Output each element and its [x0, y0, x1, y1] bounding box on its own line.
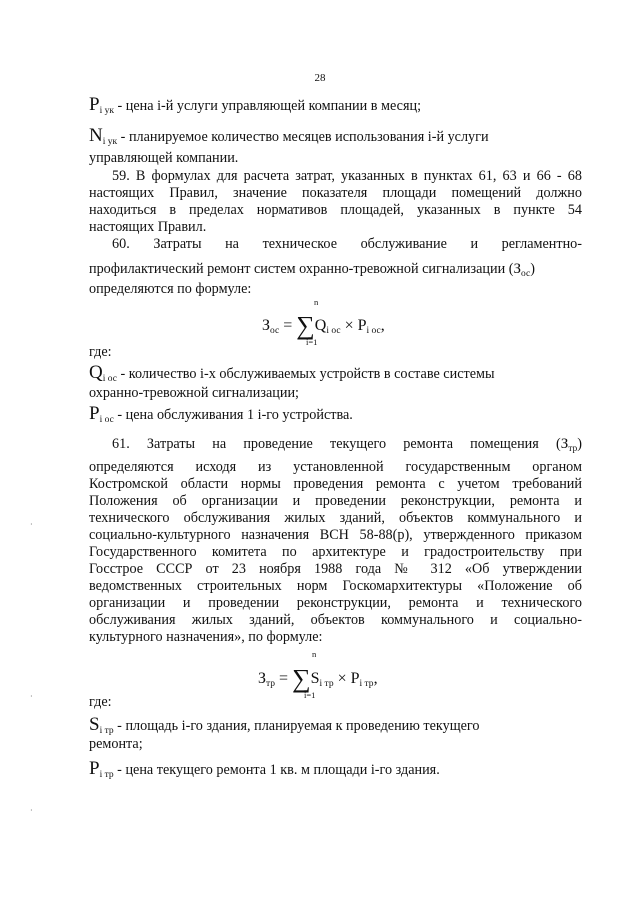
definition-q-os-cont: охранно-тревожной сигнализации; — [89, 385, 299, 401]
page-number: 28 — [314, 72, 326, 84]
formula-s: S — [310, 670, 320, 687]
definition-n-uk — [89, 127, 582, 148]
paragraph-61-line — [112, 436, 582, 455]
times-sign: × — [337, 670, 347, 687]
equals-sign: = — [279, 670, 289, 687]
definition-text: - цена обслуживания 1 i-го устройства. — [113, 407, 353, 423]
equals-sign: = — [283, 317, 293, 334]
paragraph-61-line: Государственного комитета по архитектуре и градостроительству при — [89, 544, 582, 560]
definition-n-uk-cont: управляющей компании. — [89, 150, 239, 166]
paragraph-61-line: культурного назначения», по формуле: — [89, 629, 323, 645]
formula-q: Q — [314, 317, 327, 334]
subscript: тр — [266, 679, 276, 689]
scan-mark: · — [30, 692, 33, 701]
paragraph-60-line: 60. Затраты на техническое обслуживание и регламентно- — [112, 236, 582, 252]
paragraph-61-line: технического обслуживания жилых зданий, объектов коммунального и — [89, 510, 582, 526]
paragraph-60-line — [89, 261, 582, 280]
paragraph-59-line: находиться в пределах нормативов площадей, указанных в пункте 54 — [89, 202, 582, 218]
symbol-z: З — [560, 436, 569, 452]
subscript: тр — [568, 444, 578, 454]
where-label: где: — [89, 344, 112, 360]
paren: ) — [577, 436, 582, 452]
paragraph-61-line: определяются исходя из установленной государственным органом — [89, 459, 582, 475]
scan-mark: · — [30, 520, 33, 529]
paragraph-61-line: Положения об организации и проведении реконструкции, ремонта и — [89, 493, 582, 509]
paren: ) — [530, 261, 535, 277]
subscript: i тр — [99, 770, 114, 780]
definition-p-tr — [89, 760, 582, 781]
formula-comma: , — [380, 317, 385, 334]
subscript: i ук — [102, 137, 118, 147]
subscript: i ос — [326, 326, 341, 336]
subscript: i ос — [366, 326, 381, 336]
definition-p-os — [89, 405, 582, 426]
sum-upper-limit: n — [314, 297, 319, 307]
paragraph-text: профилактический ремонт систем охранно-тревожной сигнализации ( — [89, 261, 514, 277]
paragraph-60-line: определяются по формуле: — [89, 281, 252, 297]
scan-mark: · — [30, 806, 33, 815]
paragraph-61-line: обслуживания жилых зданий, объектов коммунального и социально- — [89, 612, 582, 628]
definition-s-tr-cont: ремонта; — [89, 736, 143, 752]
sum-lower-limit: i=1 — [304, 690, 316, 700]
definition-text: - планируемое количество месяцев использования i-й услуги — [117, 129, 489, 145]
definition-text: - количество i-х обслуживаемых устройств в составе системы — [116, 366, 495, 382]
definition-text: - цена текущего ремонта 1 кв. м площади i-го здания. — [113, 762, 440, 778]
paragraph-61-line: Костромской области нормы проведения ремонта с учетом требований — [89, 476, 582, 492]
symbol-q: Q — [89, 362, 103, 383]
subscript: i ук — [99, 106, 114, 116]
paragraph-61-line: Госстрое СССР от 23 ноября 1988 года № 312 «Об утверждении — [89, 561, 582, 577]
sigma-icon: ∑ — [296, 311, 315, 340]
symbol-s: S — [89, 714, 100, 735]
sum-upper-limit: n — [312, 649, 317, 659]
definition-text: - площадь i-го здания, планируемая к проведению текущего — [113, 718, 480, 734]
sum-lower-limit: i=1 — [306, 337, 318, 347]
formula-comma: , — [373, 670, 378, 687]
symbol-p: P — [89, 758, 100, 779]
symbol-p: P — [89, 403, 100, 424]
paragraph-59-line: настоящих Правил. — [89, 219, 207, 235]
paragraph-61-line: ведомственных строительных норм Госкомархитектуры «Положение об — [89, 578, 582, 594]
formula-lhs: З — [262, 317, 271, 334]
paragraph-61-line: организации и проведении реконструкции, ремонта и технического — [89, 595, 582, 611]
subscript: i ос — [99, 415, 114, 425]
definition-q-os — [89, 364, 582, 385]
subscript: i ос — [102, 374, 117, 384]
definition-text: - цена i-й услуги управляющей компании в месяц; — [113, 98, 422, 114]
times-sign: × — [344, 317, 354, 334]
formula-60 — [262, 307, 385, 340]
subscript: i тр — [319, 679, 334, 689]
symbol-n: N — [89, 125, 103, 146]
sigma-icon: ∑ — [292, 664, 311, 693]
symbol-z: З — [513, 261, 521, 277]
paragraph-59-line: настоящих Правил, значение показателя площади помещений должно — [89, 185, 582, 201]
formula-lhs: З — [258, 670, 267, 687]
subscript: ос — [520, 269, 531, 279]
paragraph-59-line: 59. В формулах для расчета затрат, указанных в пунктах 61, 63 и 66 - 68 — [112, 168, 582, 184]
subscript: i тр — [359, 679, 374, 689]
formula-61 — [258, 660, 378, 693]
symbol-p: P — [89, 94, 100, 115]
subscript: i тр — [99, 726, 114, 736]
definition-p-uk — [89, 96, 582, 117]
formula-p: P — [357, 317, 367, 334]
where-label: где: — [89, 694, 112, 710]
formula-p: P — [350, 670, 360, 687]
paragraph-text: 61. Затраты на проведение текущего ремонта помещения ( — [112, 436, 561, 452]
paragraph-61-line: социально-культурного назначения ВСН 58-88(р), утвержденного приказом — [89, 527, 582, 543]
subscript: ос — [270, 326, 280, 336]
definition-s-tr — [89, 716, 582, 737]
